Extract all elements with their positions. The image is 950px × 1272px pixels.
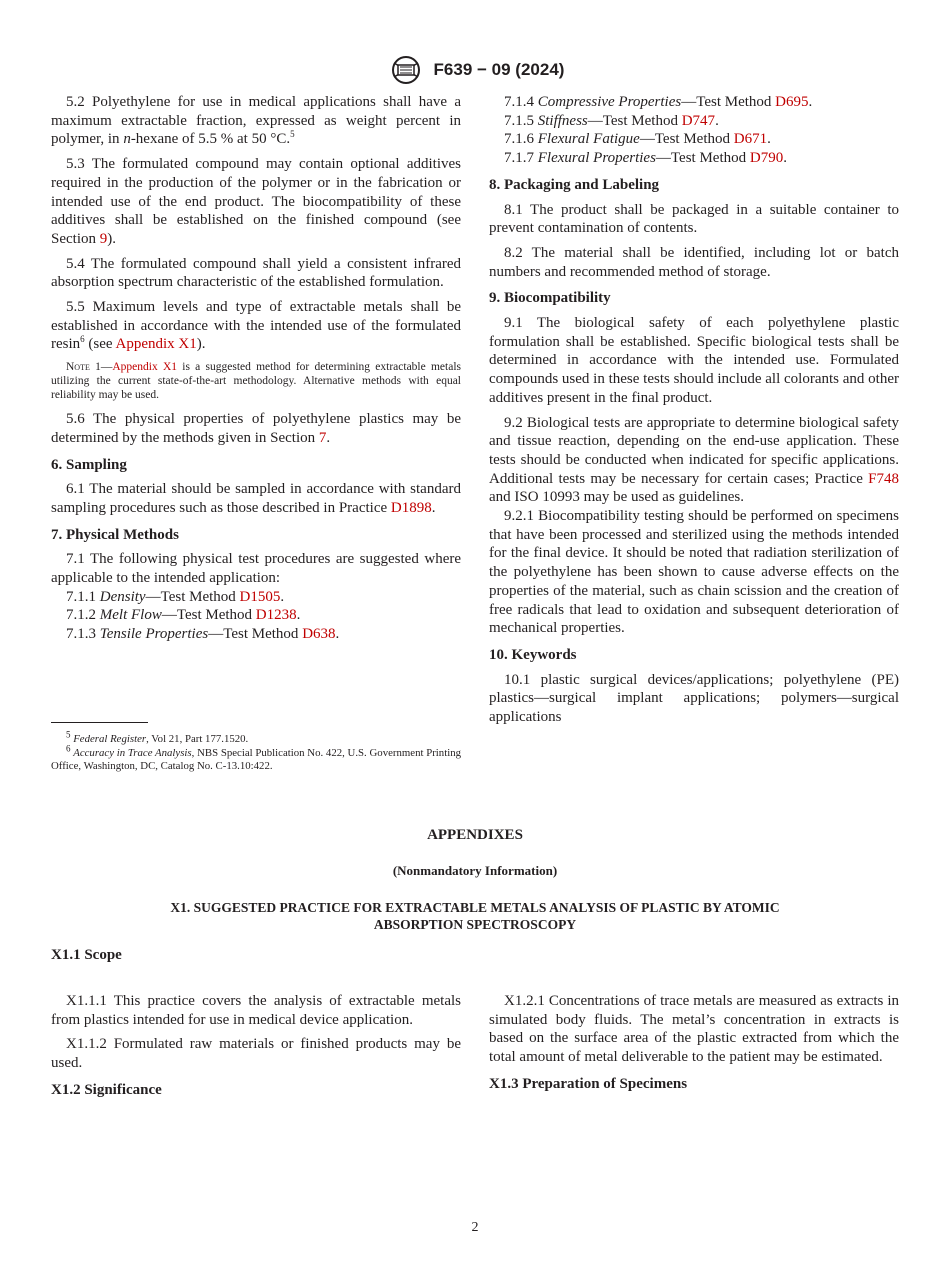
section-8-heading: 8. Packaging and Labeling (489, 176, 660, 193)
method-7-1-3: 7.1.3 Tensile Properties—Test Method D638. (66, 626, 340, 643)
x1-1-heading: X1.1 Scope (51, 947, 122, 963)
appendix-x1-link[interactable]: Appendix X1 (115, 336, 197, 353)
appendixes-title: APPENDIXES (427, 827, 523, 843)
footnote-5: $^5$ Federal Register, Vol 21, Part 177.1520. (66, 729, 249, 745)
para-5-4: 5.4 The formulated compound shall yield a consistent infrared absorption spectrum characteristic of the established formulation. (51, 255, 461, 291)
section-9-link[interactable]: 9 (99, 230, 108, 247)
astm-logo-icon (386, 55, 426, 85)
section-6-heading: 6. Sampling (51, 456, 127, 473)
para-6-1: 6.1 The material should be sampled in accordance with standard sampling procedures such as those described in Practice D1898. (51, 481, 461, 516)
x1-title: X1. SUGGESTED PRACTICE FOR EXTRACTABLE METALS ANALYSIS OF PLASTIC BY ATOMIC ABSORPTION SPECTROSCOPY (170, 900, 780, 932)
para-9-2-1: 9.2.1 Biocompatibility testing should be performed on specimens that have been processed and sterilized using the methods intended for the final device. It should be noted that radiation sterilization of the polyethylene has been shown to cause adverse effects on the properties of the material, such as chain scission and the creation of free radicals that lead to oxidation and subsequent deterioration of mechanical properties. (489, 508, 899, 637)
footnote-rule (51, 722, 148, 723)
d1898-link[interactable]: D1898 (390, 499, 432, 516)
left-column (51, 93, 461, 644)
method-7-1-6: 7.1.6 Flexural Fatigue—Test Method D671. (504, 131, 771, 148)
para-5-3: 5.3 The formulated compound may contain optional additives required in the production of the polymer or in the fabrication or intended use of the end product. The biocompatibility of these additives shall be established on the finished compound (see Section 9). (51, 156, 461, 247)
d638-link[interactable]: D638 (302, 626, 336, 643)
para-8-1: 8.1 The product shall be packaged in a suitable container to prevent contamination of contents. (489, 201, 899, 237)
para-5-5: 5.5 Maximum levels and type of extractable metals shall be established in accordance with the intended use of the formulated resin$^6$ (see Appendix X1). (51, 299, 461, 353)
method-7-1-4: 7.1.4 Compressive Properties—Test Method D695. (504, 94, 813, 110)
section-7-link[interactable]: 7 (318, 429, 327, 446)
d1238-link[interactable]: D1238 (255, 607, 297, 624)
para-5-6: 5.6 The physical properties of polyethylene plastics may be determined by the methods given in Section 7. (51, 411, 461, 446)
note-appendix-x1-link[interactable]: Appendix X1 (112, 361, 178, 374)
right-column (489, 93, 899, 733)
section-10-heading: 10. Keywords (489, 646, 577, 663)
page-header (0, 55, 950, 85)
document-id: F639 − 09 (2024) (433, 60, 565, 79)
page-number: 2 (471, 1220, 479, 1235)
d747-link[interactable]: D747 (681, 112, 716, 129)
x1-3-heading: X1.3 Preparation of Specimens (489, 1075, 688, 1092)
section-7-heading: 7. Physical Methods (51, 526, 179, 543)
d1505-link[interactable]: D1505 (239, 588, 281, 605)
para-x1-2-1: X1.2.1 Concentrations of trace metals are measured as extracts in simulated body fluids. The metal’s concentration in extracts is based on the surface area of the plastic extracted from which the total amount of metal deliverable to the patient may be estimated. (489, 993, 899, 1066)
footnotes (51, 729, 462, 774)
appendix-right-column (489, 992, 899, 1100)
d671-link[interactable]: D671 (733, 131, 768, 148)
method-7-1-5: 7.1.5 Stiffness—Test Method D747. (504, 112, 719, 129)
para-9-1: 9.1 The biological safety of each polyethylene plastic formulation shall be established. Specific biological tests shall be determined in accordance with the intended use. Formulated compounds used in these tests should include all colorants and other additives present in the final product. (489, 315, 899, 406)
note-1: Note 1—Appendix X1 is a suggested method for determining extractable metals utilizing the current state-of-the-art methodology. Alternative methods with equal reliability may be used. (51, 361, 461, 402)
x1-2-heading: X1.2 Significance (51, 1081, 162, 1098)
appendixes-subtitle: (Nonmandatory Information) (392, 863, 558, 878)
para-9-2: 9.2 Biological tests are appropriate to determine biological safety and tissue reaction, depending on the end-use application. These tests should be conducted when indicated for specific applications. Additional tests may be necessary for certain cases; Practice F748 and ISO 10993 may be used as guidelines. (489, 414, 899, 506)
method-7-1-1: 7.1.1 Density—Test Method D1505. (66, 588, 285, 605)
method-7-1-2: 7.1.2 Melt Flow—Test Method D1238. (66, 607, 301, 624)
para-10-1: 10.1 plastic surgical devices/applications; polyethylene (PE) plastics—surgical implant applications; polymers—surgical applications (489, 671, 899, 726)
para-x1-1-1: X1.1.1 This practice covers the analysis of extractable metals from plastics intended for use in medical device application. (51, 993, 461, 1028)
appendix-left-column (51, 992, 461, 1106)
section-9-heading: 9. Biocompatibility (489, 290, 611, 307)
para-x1-1-2: X1.1.2 Formulated raw materials or finished products may be used. (51, 1036, 461, 1072)
para-8-2: 8.2 The material shall be identified, including lot or batch numbers and recommended method of storage. (489, 244, 899, 280)
d695-link[interactable]: D695 (775, 94, 809, 110)
para-7-1: 7.1 The following physical test procedures are suggested where applicable to the intended application: (51, 551, 461, 587)
method-7-1-7: 7.1.7 Flexural Properties—Test Method D790. (504, 150, 787, 167)
f748-link[interactable]: F748 (868, 470, 899, 487)
d790-link[interactable]: D790 (749, 150, 784, 167)
footnote-6: $^6$ Accuracy in Trace Analysis, NBS Special Publication No. 422, U.S. Government Printing Office, Washington, DC, Catalog No. C-13.10:422. (51, 742, 462, 772)
para-5-2: 5.2 Polyethylene for use in medical applications shall have a maximum extractable fraction, expressed as weight percent in polymer, in n-hexane of 5.5 % at 50 °C.$^5$ (51, 94, 461, 148)
